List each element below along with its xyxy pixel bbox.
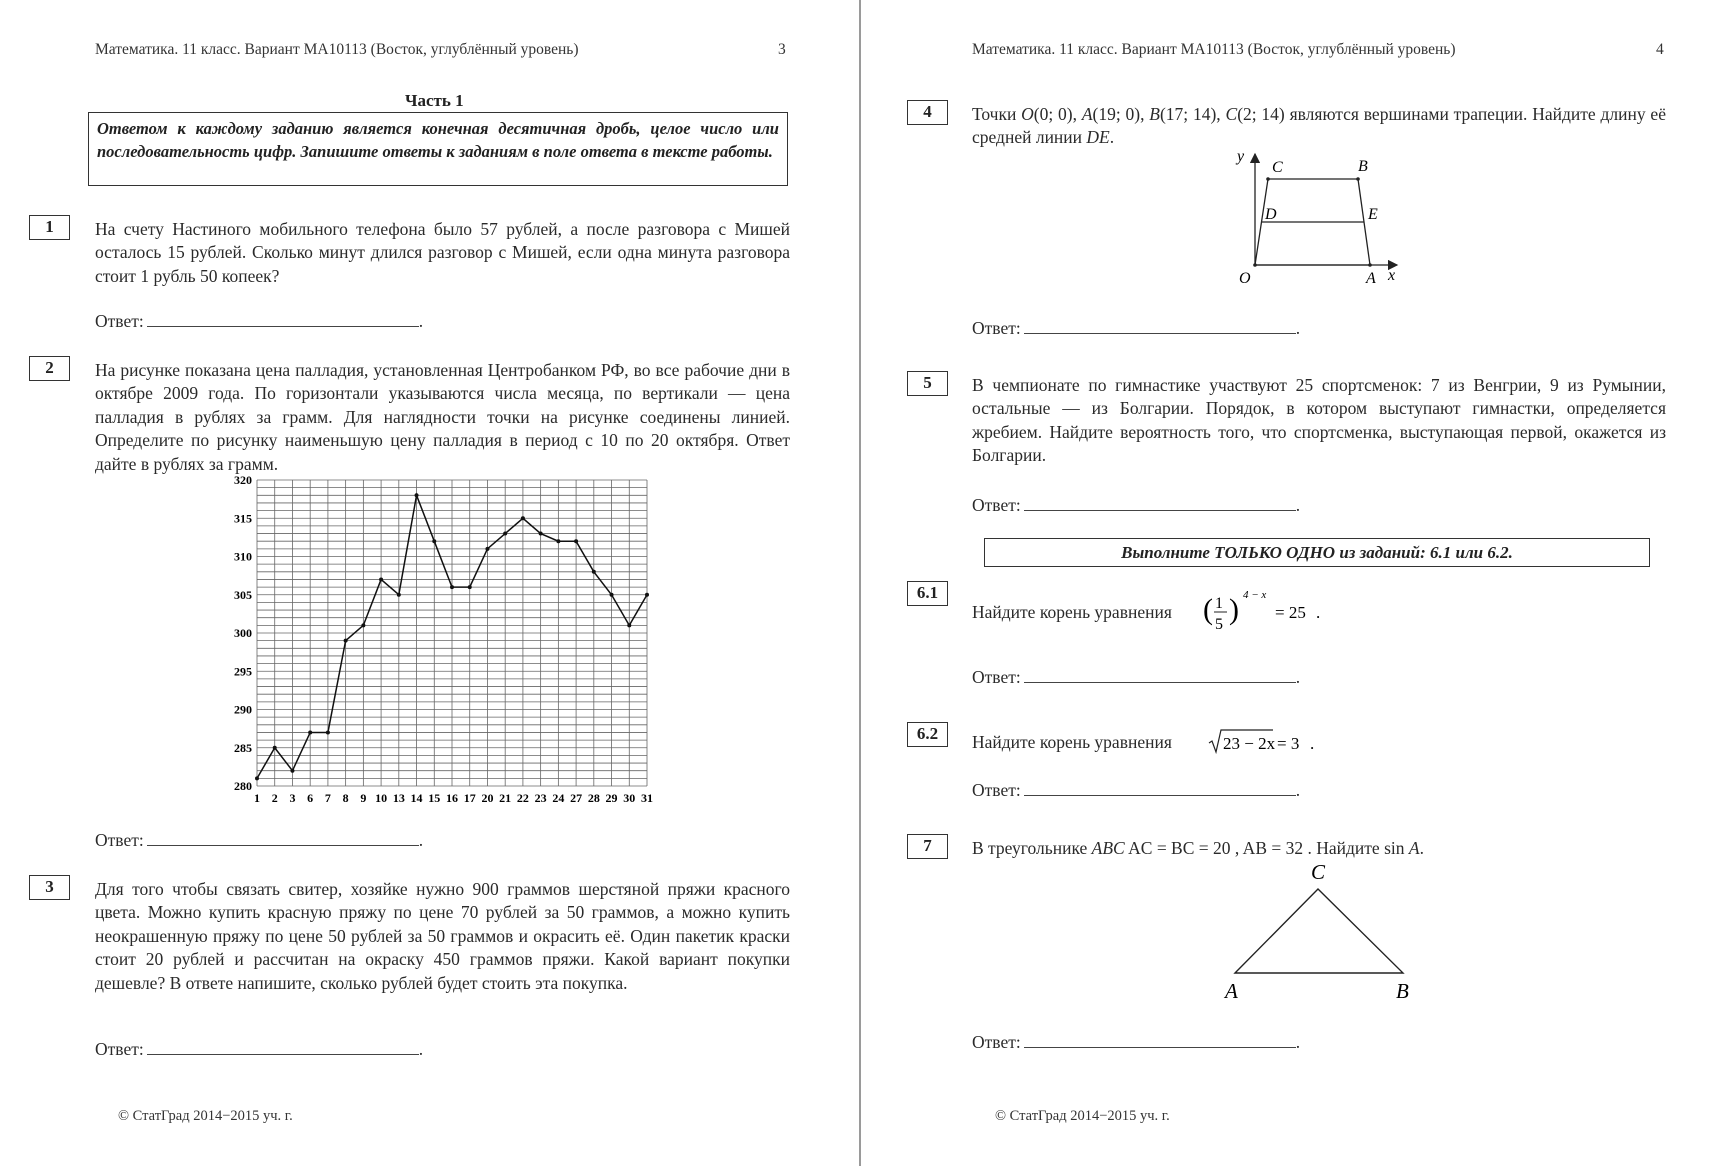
- x-tick-label: 16: [446, 791, 458, 805]
- x-tick-label: 7: [324, 791, 331, 805]
- question-3-text: Для того чтобы связать свитер, хозяйке нужно 900 граммов шерстяной пряжи красного цвета. Можно купить красную пряжу по цене 70 рублей за 50 граммов, а можно купить неокрашенную пряжу по цене 50 рублей за 50 граммов и окрасить её. Один пакетик краски стоит 20 рублей и рассчитан на окраску 450 граммов пряжи. Какой вариант покупки дешевле? В ответе напишите, сколько рублей будет стоить эта покупка.: [95, 879, 790, 993]
- answer-label: Ответ:: [972, 667, 1021, 687]
- x-tick-label: 1: [254, 791, 260, 805]
- left-page-number: 3: [778, 41, 786, 58]
- left-paren: (: [1203, 593, 1213, 626]
- part-title: Часть 1: [405, 91, 464, 110]
- answer-line[interactable]: [147, 310, 419, 327]
- part-instruction: Ответом к каждому заданию является конечная десятичная дробь, целое число или последовательность цифр. Запишите ответы к заданиям в поле ответа в тексте работы.: [88, 112, 788, 186]
- x-tick-label: 3: [289, 791, 296, 805]
- y-tick-label: 305: [234, 587, 252, 602]
- answer-label: Ответ:: [95, 1039, 144, 1059]
- data-point: [645, 593, 649, 597]
- question-4-number: 4: [907, 100, 948, 125]
- answer-label: Ответ:: [972, 318, 1021, 338]
- answer-label: Ответ:: [972, 1032, 1021, 1052]
- x-tick-label: 24: [552, 791, 565, 805]
- data-point: [290, 769, 294, 773]
- x-tick-label: 13: [392, 791, 405, 805]
- answer-line[interactable]: [147, 1038, 419, 1055]
- rhs: = 25: [1275, 603, 1306, 622]
- svg-text:.: .: [1310, 734, 1315, 753]
- equation-6-2: [1207, 727, 1337, 757]
- equation-6-1: [1203, 586, 1333, 636]
- question-4-answer[interactable]: Ответ: .: [972, 318, 1301, 338]
- x-tick-label: 28: [587, 791, 600, 805]
- question-6-2-number: 6.2: [907, 722, 948, 747]
- chart-y-ticks: [234, 473, 252, 793]
- question-1-number: 1: [29, 215, 70, 240]
- x-tick-label: 14: [410, 791, 423, 805]
- x-tick-label: 17: [463, 791, 476, 805]
- answer-line[interactable]: [1024, 1031, 1296, 1048]
- x-tick-label: 30: [623, 791, 636, 805]
- data-point: [574, 539, 578, 543]
- data-point: [432, 539, 436, 543]
- question-6-1-number: 6.1: [907, 581, 948, 606]
- data-point: [415, 493, 419, 497]
- x-tick-label: 27: [570, 791, 583, 805]
- question-6-2-text: Найдите корень уравнения: [972, 732, 1172, 752]
- right-page-number: 4: [1656, 41, 1664, 58]
- answer-line[interactable]: [1024, 666, 1296, 683]
- x-tick-label: 8: [342, 791, 349, 805]
- data-point: [503, 532, 507, 536]
- x-tick-label: 9: [360, 791, 367, 805]
- label-C: C: [1272, 159, 1283, 176]
- label-E: E: [1368, 206, 1378, 223]
- x-tick-label: 22: [516, 791, 529, 805]
- data-point: [273, 746, 277, 750]
- triangle-shape: [1235, 889, 1403, 973]
- x-tick-label: 21: [499, 791, 512, 805]
- trapezoid-figure: [1225, 148, 1405, 288]
- right-paren: ): [1229, 593, 1239, 626]
- question-3-number: 3: [29, 875, 70, 900]
- answer-line[interactable]: [147, 829, 419, 846]
- y-tick-label: 285: [234, 740, 252, 755]
- label-A: A: [1366, 270, 1376, 287]
- triangle-figure: [1215, 855, 1415, 1005]
- question-5-text: В чемпионате по гимнастике участвуют 25 спортсменок: 7 из Венгрии, 9 из Румынии, остальные — из Болгарии. Порядок, в котором выступают гимнастки, определяется жребием. Найдите вероятность того, что спортсменка, выступающая первой, окажется из Болгарии.: [972, 375, 1666, 466]
- y-tick-label: 315: [234, 511, 252, 526]
- answer-label: Ответ:: [95, 830, 144, 850]
- left-footer: © СтатГрад 2014−2015 уч. г.: [118, 1108, 293, 1124]
- question-6-1-answer[interactable]: Ответ: .: [972, 667, 1301, 687]
- svg-text:.: .: [1316, 603, 1321, 622]
- answer-label: Ответ:: [972, 780, 1021, 800]
- question-1-text: На счету Настиного мобильного телефона было 57 рублей, а после разговора с Мишей осталось 15 рублей. Сколько минут длился разговор с Мишей, если одна минута разговора стоит 1 рубль 50 копеек?: [95, 219, 790, 286]
- rhs: = 3: [1277, 734, 1300, 753]
- data-point: [610, 593, 614, 597]
- data-point: [344, 639, 348, 643]
- right-footer: © СтатГрад 2014−2015 уч. г.: [995, 1108, 1170, 1124]
- label-C: C: [1311, 860, 1326, 884]
- x-tick-label: 2: [271, 791, 278, 805]
- choose-one-notice: Выполните ТОЛЬКО ОДНО из заданий: 6.1 или 6.2.: [984, 538, 1650, 567]
- question-7-answer[interactable]: Ответ: .: [972, 1032, 1301, 1052]
- label-A: A: [1225, 979, 1238, 1003]
- x-tick-label: 23: [534, 791, 547, 805]
- y-tick-label: 300: [234, 626, 252, 640]
- x-tick-label: 15: [428, 791, 441, 805]
- right-header-title: Математика. 11 класс. Вариант МА10113 (Восток, углублённый уровень): [972, 41, 1456, 58]
- answer-label: Ответ:: [95, 311, 144, 331]
- x-tick-label: 20: [481, 791, 494, 805]
- radicand: 23 − 2x: [1223, 734, 1276, 753]
- question-6-1-text: Найдите корень уравнения: [972, 602, 1172, 622]
- label-x: x: [1388, 267, 1396, 284]
- data-point: [397, 593, 401, 597]
- left-header-title: Математика. 11 класс. Вариант МА10113 (Восток, углублённый уровень): [95, 41, 579, 58]
- data-point: [450, 585, 454, 589]
- answer-line[interactable]: [1024, 779, 1296, 796]
- question-6-2-answer[interactable]: Ответ: .: [972, 780, 1301, 800]
- palladium-chart: [215, 470, 665, 815]
- label-B: B: [1396, 979, 1409, 1003]
- label-y: y: [1237, 148, 1245, 165]
- question-2-text: На рисунке показана цена палладия, установленная Центробанком РФ, во все рабочие дни в октябре 2009 года. По горизонтали указываются числа месяца, по вертикали — цена палладия в рублях за грамм. Для наглядности точки на рисунке соединены линией. Определите по рисунку наименьшую цену палладия в период с 10 по 20 октября. Ответ дайте в рублях за грамм.: [95, 360, 790, 474]
- question-5-number: 5: [907, 371, 948, 396]
- question-2-number: 2: [29, 356, 70, 381]
- chart-x-ticks: [254, 791, 653, 805]
- data-point: [539, 532, 543, 536]
- data-point: [361, 623, 365, 627]
- fraction-numerator: 1: [1215, 595, 1223, 612]
- x-tick-label: 29: [605, 791, 618, 805]
- data-point: [326, 730, 330, 734]
- x-tick-label: 31: [641, 791, 653, 805]
- label-D: D: [1265, 206, 1277, 223]
- y-tick-label: 320: [234, 473, 252, 487]
- y-tick-label: 310: [234, 549, 252, 564]
- question-1-answer[interactable]: Ответ: .: [95, 311, 424, 331]
- answer-line[interactable]: [1024, 494, 1296, 511]
- answer-line[interactable]: [1024, 317, 1296, 334]
- data-point: [379, 577, 383, 581]
- label-B: B: [1358, 158, 1368, 175]
- data-point: [592, 570, 596, 574]
- data-point: [255, 776, 259, 780]
- question-7-number: 7: [907, 834, 948, 859]
- question-7-text: В треугольнике ABC AC = BC = 20 , AB = 32 . Найдите sin A.: [972, 838, 1424, 858]
- page-divider: [859, 0, 861, 1166]
- data-point: [468, 585, 472, 589]
- question-3-answer[interactable]: Ответ: .: [95, 1039, 424, 1059]
- answer-label: Ответ:: [972, 495, 1021, 515]
- x-tick-label: 10: [375, 791, 388, 805]
- y-tick-label: 295: [234, 664, 252, 679]
- data-point: [308, 730, 312, 734]
- y-tick-label: 290: [234, 702, 252, 717]
- data-point: [556, 539, 560, 543]
- question-5-answer[interactable]: Ответ: .: [972, 495, 1301, 515]
- exponent: 4 − x: [1243, 589, 1267, 601]
- data-point: [521, 516, 525, 520]
- question-4-text: Точки O(0; 0), A(19; 0), B(17; 14), C(2; 14) являются вершинами трапеции. Найдите длину её средней линии DE.: [972, 104, 1666, 148]
- chart-grid: [257, 480, 647, 786]
- fraction-denominator: 5: [1215, 616, 1223, 633]
- question-2-answer[interactable]: Ответ: .: [95, 830, 424, 850]
- x-tick-label: 6: [307, 791, 314, 805]
- data-point: [485, 547, 489, 551]
- data-point: [627, 623, 631, 627]
- y-tick-label: 280: [234, 779, 252, 793]
- label-O: O: [1239, 270, 1251, 287]
